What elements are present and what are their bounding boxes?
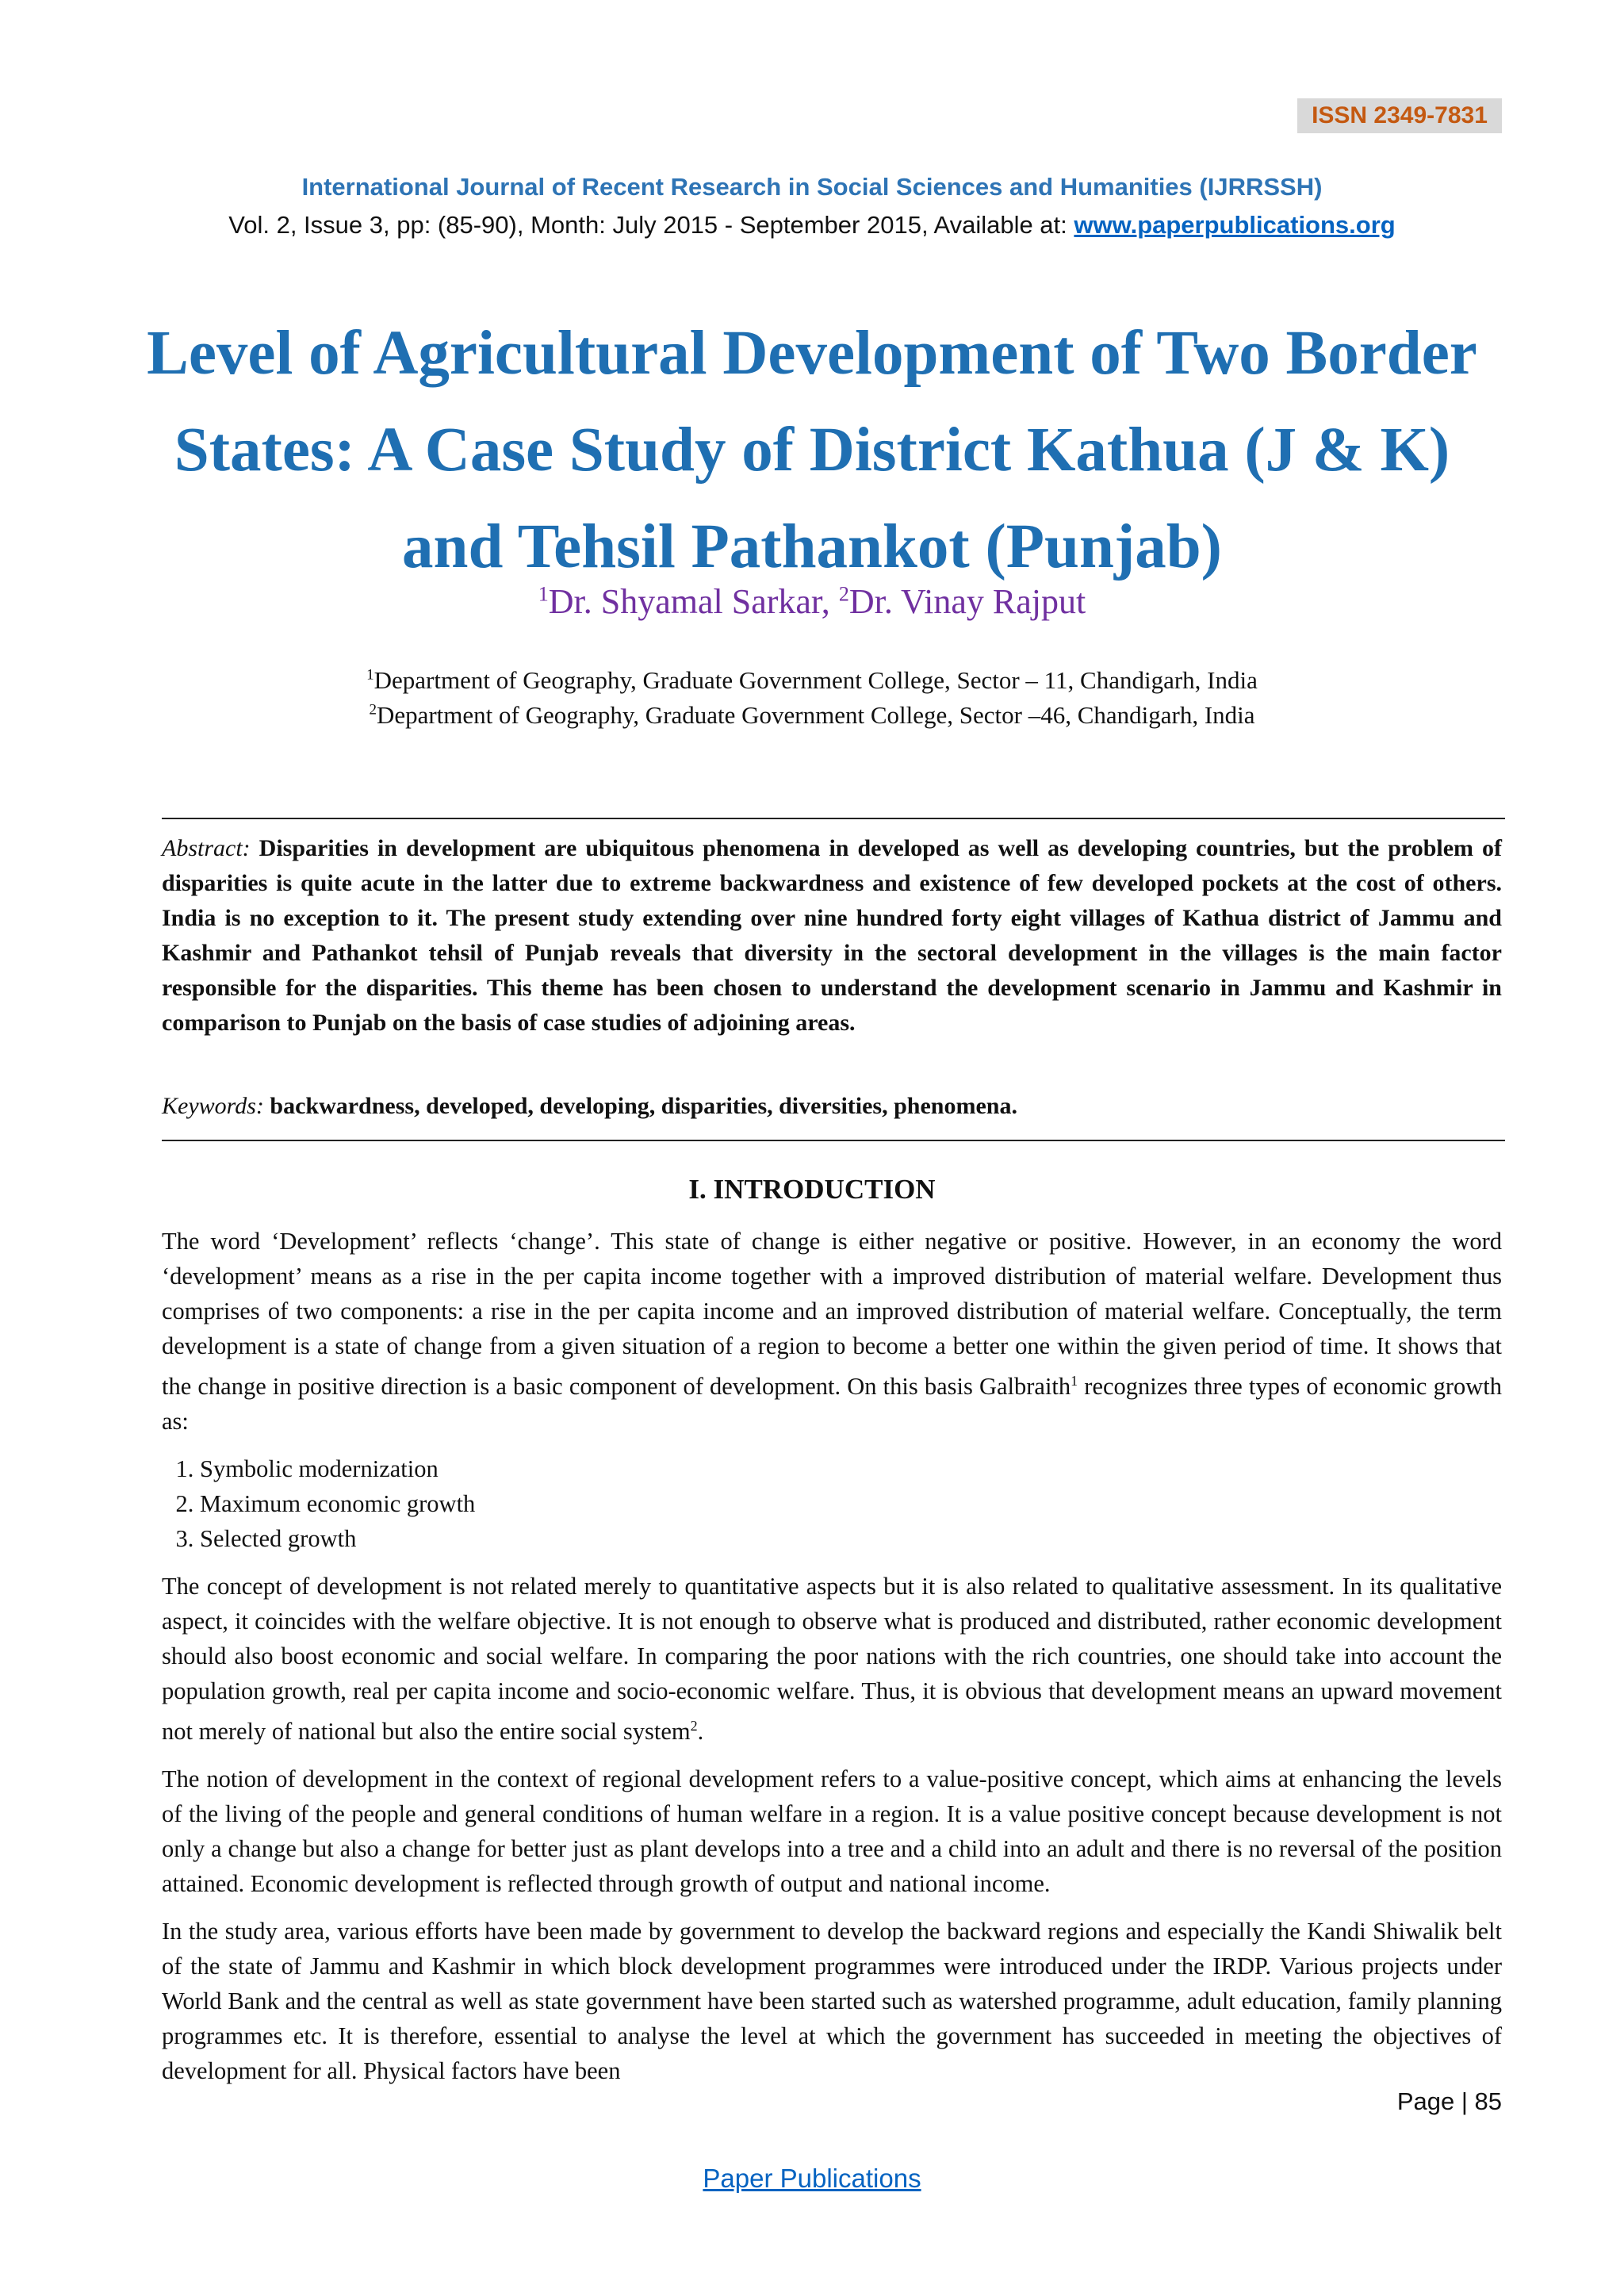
- abstract-label: Abstract:: [162, 835, 251, 861]
- abstract: [162, 831, 1502, 1041]
- journal-volume-info: [0, 211, 1624, 240]
- abstract-text: Disparities in development are ubiquitous phenomena in developed as well as developing countries, but the problem of disparities is quite acute in the latter due to extreme backwardness and existence of few developed pockets at the cost of others. India is no exception to it. The present study extending over nine hundred forty eight villages of Kathua district of Jammu and Kashmir and Pathankot tehsil of Punjab reveals that diversity in the sectoral development in the villages is the main factor responsible for the disparities. This theme has been chosen to understand the development scenario in Jammu and Kashmir in comparison to Punjab on the basis of case studies of adjoining areas.: [162, 835, 1503, 1036]
- page-number: Page | 85: [1396, 2087, 1502, 2115]
- growth-types-list: [162, 1451, 1502, 1556]
- bottom-divider: [162, 1140, 1505, 1141]
- issn-badge: ISSN 2349-7831: [1297, 98, 1502, 133]
- citation-2-sup: 2: [690, 1718, 698, 1734]
- affiliation-2-sup: 2: [369, 701, 377, 719]
- author-2-sup: 2: [838, 582, 849, 606]
- list-item: 2. Maximum economic growth: [200, 1486, 1502, 1521]
- affiliation-2: [0, 701, 1624, 730]
- paragraph-1-tail: recognizes three types of economic growth as:: [162, 1373, 1502, 1435]
- author-2-name: Dr. Vinay Rajput: [848, 582, 1086, 621]
- affiliation-1-text: Department of Geography, Graduate Government College, Sector – 11, Chandigarh, India: [373, 666, 1258, 694]
- paper-title: Level of Agricultural Development of Two Border States: A Case Study of District Kathua (J & K) and Tehsil Pathankot (Punjab): [147, 319, 1477, 581]
- paragraph-2-tail: .: [697, 1718, 704, 1746]
- paragraph-4: In the study area, various efforts have been made by government to develop the backward regions and especially the Kandi Shiwalik belt of the state of Jammu and Kashmir in which block development programmes were introduced under the IRDP. Various projects under World Bank and the central as well as state government have been started such as watershed programme, adult education, family planning programmes etc. It is therefore, essential to analyse the level at which the government has succeeded in meeting the objectives of development for all. Physical factors have been: [162, 1918, 1502, 2085]
- paragraph-1: [162, 1224, 1502, 1439]
- top-divider: [162, 818, 1505, 819]
- affiliation-1: [0, 666, 1624, 695]
- paragraph-2-text: The concept of development is not related merely to quantitative aspects but it is also related to qualitative assessment. In its qualitative aspect, it coincides with the welfare objective. It is not enough to observe what is produced and distributed, rather economic development should also boost economic and social welfare. In comparing the poor nations with the rich countries, one should take into account the population growth, real per capita income and socio-economic welfare. Thus, it is obvious that development means an upward movement not merely of national but also the entire social system: [162, 1573, 1502, 1746]
- keywords: [162, 1093, 1502, 1120]
- author-1-name: Dr. Shyamal Sarkar,: [548, 582, 839, 621]
- affiliation-2-text: Department of Geography, Graduate Government College, Sector –46, Chandigarh, India: [376, 701, 1255, 729]
- keywords-text: backwardness, developed, developing, disparities, diversities, phenomena.: [270, 1093, 1017, 1119]
- authors: [0, 581, 1624, 622]
- list-item: 3. Selected growth: [200, 1521, 1502, 1556]
- keywords-label: Keywords:: [162, 1093, 264, 1119]
- journal-title: International Journal of Recent Research in Social Sciences and Humanities (IJRRSSH): [301, 173, 1323, 201]
- body-text: [162, 1224, 1502, 2101]
- publisher-link[interactable]: Paper Publications: [703, 2164, 921, 2193]
- list-item: 1. Symbolic modernization: [200, 1451, 1502, 1486]
- citation-1-sup: 1: [1071, 1373, 1078, 1389]
- website-link[interactable]: www.paperpublications.org: [1074, 211, 1396, 239]
- author-1-sup: 1: [538, 582, 549, 606]
- paragraph-3: The notion of development in the context of regional development refers to a value-positive concept, which aims at enhancing the levels of the living of the people and general conditions of human welfare in a region. It is a value positive concept because development is not only a change but also a change for better just as plant develops into a tree and a child into an adult and there is no reversal of the position attained. Economic development is reflected through growth of output and national income.: [162, 1765, 1502, 1898]
- paragraph-1-text: The word ‘Development’ reflects ‘change’. This state of change is either negative or positive. However, in an economy the word ‘development’ means as a rise in the per capita income together with a improved distribution of material welfare. Development thus comprises of two components: a rise in the per capita income and an improved distribution of material welfare. Conceptually, the term development is a state of change from a given situation of a region to become a better one within the given period of time. It shows that the change in positive direction is a basic component of development. On this basis Galbraith: [162, 1228, 1502, 1401]
- section-heading: I. INTRODUCTION: [688, 1174, 936, 1205]
- volume-text: Vol. 2, Issue 3, pp: (85-90), Month: July 2015 - September 2015, Available at:: [228, 211, 1074, 239]
- paragraph-2: [162, 1569, 1502, 1749]
- affiliation-1-sup: 1: [366, 666, 374, 684]
